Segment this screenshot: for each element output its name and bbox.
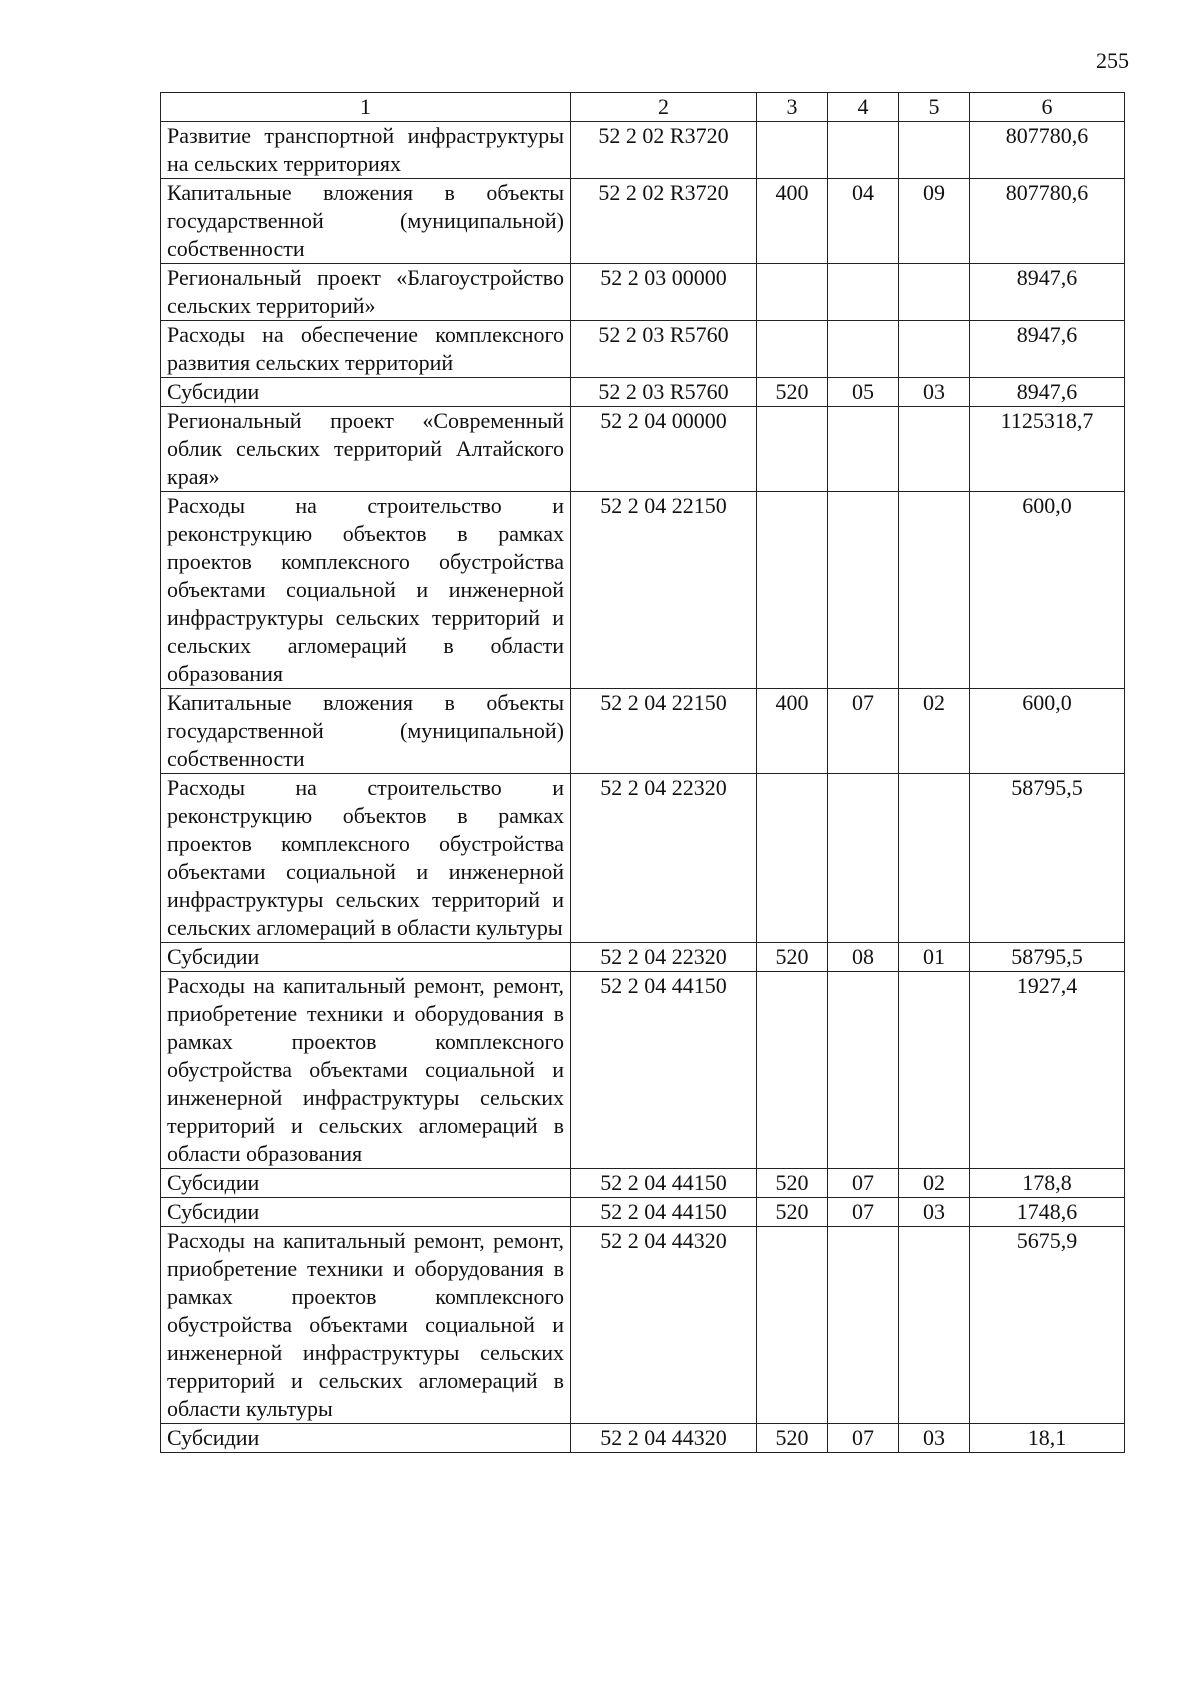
row-name: Субсидии xyxy=(161,378,571,407)
row-name: Капитальные вложения в объекты государственной (муниципальной) собственности xyxy=(161,689,571,774)
row-col3: 520 xyxy=(757,943,828,972)
row-amount: 18,1 xyxy=(970,1424,1125,1453)
row-col5 xyxy=(899,264,970,321)
row-col5: 03 xyxy=(899,1424,970,1453)
row-col4 xyxy=(828,1227,899,1424)
table-row xyxy=(161,122,1125,179)
row-col5: 03 xyxy=(899,1198,970,1227)
row-col5 xyxy=(899,321,970,378)
column-header: 5 xyxy=(899,93,970,122)
row-code: 52 2 04 44320 xyxy=(571,1424,757,1453)
row-code: 52 2 04 22150 xyxy=(571,492,757,689)
table-row xyxy=(161,1227,1125,1424)
row-code: 52 2 04 00000 xyxy=(571,407,757,492)
row-name: Субсидии xyxy=(161,943,571,972)
row-col4: 07 xyxy=(828,689,899,774)
row-name: Расходы на обеспечение комплексного развития сельских территорий xyxy=(161,321,571,378)
column-header: 4 xyxy=(828,93,899,122)
row-col5: 01 xyxy=(899,943,970,972)
row-amount: 58795,5 xyxy=(970,774,1125,943)
row-col4 xyxy=(828,321,899,378)
row-name: Субсидии xyxy=(161,1169,571,1198)
row-amount: 807780,6 xyxy=(970,179,1125,264)
row-col3: 520 xyxy=(757,1198,828,1227)
header-row xyxy=(161,93,1125,122)
row-col5 xyxy=(899,774,970,943)
row-col5: 02 xyxy=(899,1169,970,1198)
row-col3 xyxy=(757,407,828,492)
row-col5 xyxy=(899,972,970,1169)
row-col3 xyxy=(757,264,828,321)
row-amount: 807780,6 xyxy=(970,122,1125,179)
row-code: 52 2 04 44320 xyxy=(571,1227,757,1424)
row-col3: 520 xyxy=(757,378,828,407)
row-amount: 8947,6 xyxy=(970,321,1125,378)
table-row xyxy=(161,689,1125,774)
row-code: 52 2 04 22150 xyxy=(571,689,757,774)
row-name: Субсидии xyxy=(161,1424,571,1453)
column-header: 3 xyxy=(757,93,828,122)
table-body xyxy=(161,122,1125,1453)
row-name: Развитие транспортной инфраструктуры на сельских территориях xyxy=(161,122,571,179)
row-col3 xyxy=(757,972,828,1169)
table-row xyxy=(161,321,1125,378)
row-code: 52 2 04 44150 xyxy=(571,1169,757,1198)
table-row xyxy=(161,492,1125,689)
row-amount: 5675,9 xyxy=(970,1227,1125,1424)
row-col4: 04 xyxy=(828,179,899,264)
row-name: Капитальные вложения в объекты государственной (муниципальной) собственности xyxy=(161,179,571,264)
table-row xyxy=(161,943,1125,972)
row-name: Расходы на капитальный ремонт, ремонт, приобретение техники и оборудования в рамках проектов комплексного обустройства объектами социальной и инженерной инфраструктуры сельских территорий и сельских агломераций в области образования xyxy=(161,972,571,1169)
row-name: Региональный проект «Благоустройство сельских территорий» xyxy=(161,264,571,321)
row-col3: 520 xyxy=(757,1169,828,1198)
row-name: Региональный проект «Современный облик сельских территорий Алтайского края» xyxy=(161,407,571,492)
row-code: 52 2 04 22320 xyxy=(571,943,757,972)
row-col4 xyxy=(828,492,899,689)
row-col5 xyxy=(899,492,970,689)
row-amount: 1125318,7 xyxy=(970,407,1125,492)
row-code: 52 2 04 22320 xyxy=(571,774,757,943)
table-row xyxy=(161,774,1125,943)
row-name: Расходы на строительство и реконструкцию объектов в рамках проектов комплексного обустройства объектами социальной и инженерной инфраструктуры сельских территорий и сельских агломераций в области культуры xyxy=(161,774,571,943)
table-row xyxy=(161,1198,1125,1227)
row-col4 xyxy=(828,407,899,492)
row-col3 xyxy=(757,1227,828,1424)
row-col4 xyxy=(828,774,899,943)
row-code: 52 2 02 R3720 xyxy=(571,179,757,264)
row-col5: 02 xyxy=(899,689,970,774)
table-row xyxy=(161,972,1125,1169)
row-amount: 8947,6 xyxy=(970,264,1125,321)
row-col3 xyxy=(757,122,828,179)
row-amount: 178,8 xyxy=(970,1169,1125,1198)
column-header: 2 xyxy=(571,93,757,122)
row-col3: 520 xyxy=(757,1424,828,1453)
row-code: 52 2 02 R3720 xyxy=(571,122,757,179)
row-amount: 8947,6 xyxy=(970,378,1125,407)
row-amount: 600,0 xyxy=(970,689,1125,774)
table-row xyxy=(161,264,1125,321)
table-row xyxy=(161,407,1125,492)
row-col4 xyxy=(828,122,899,179)
row-code: 52 2 03 00000 xyxy=(571,264,757,321)
table-row xyxy=(161,378,1125,407)
row-name: Субсидии xyxy=(161,1198,571,1227)
row-col3: 400 xyxy=(757,689,828,774)
row-col3 xyxy=(757,321,828,378)
row-col5: 09 xyxy=(899,179,970,264)
row-amount: 600,0 xyxy=(970,492,1125,689)
row-code: 52 2 04 44150 xyxy=(571,972,757,1169)
row-code: 52 2 04 44150 xyxy=(571,1198,757,1227)
column-header: 6 xyxy=(970,93,1125,122)
row-col4 xyxy=(828,264,899,321)
row-col4: 07 xyxy=(828,1198,899,1227)
row-name: Расходы на строительство и реконструкцию объектов в рамках проектов комплексного обустройства объектами социальной и инженерной инфраструктуры сельских территорий и сельских агломераций в области образования xyxy=(161,492,571,689)
page-number: 255 xyxy=(1096,48,1129,73)
column-header: 1 xyxy=(161,93,571,122)
table-row xyxy=(161,1424,1125,1453)
row-col4: 05 xyxy=(828,378,899,407)
table-row xyxy=(161,1169,1125,1198)
row-col5 xyxy=(899,122,970,179)
row-col3 xyxy=(757,492,828,689)
row-col4: 07 xyxy=(828,1169,899,1198)
row-col4 xyxy=(828,972,899,1169)
row-col4: 07 xyxy=(828,1424,899,1453)
budget-table xyxy=(160,92,1125,1453)
row-col3: 400 xyxy=(757,179,828,264)
row-name: Расходы на капитальный ремонт, ремонт, приобретение техники и оборудования в рамках проектов комплексного обустройства объектами социальной и инженерной инфраструктуры сельских территорий и сельских агломераций в области культуры xyxy=(161,1227,571,1424)
row-col4: 08 xyxy=(828,943,899,972)
row-col5 xyxy=(899,1227,970,1424)
row-col5: 03 xyxy=(899,378,970,407)
row-amount: 58795,5 xyxy=(970,943,1125,972)
row-amount: 1748,6 xyxy=(970,1198,1125,1227)
row-col3 xyxy=(757,774,828,943)
row-code: 52 2 03 R5760 xyxy=(571,378,757,407)
table-row xyxy=(161,179,1125,264)
row-code: 52 2 03 R5760 xyxy=(571,321,757,378)
row-amount: 1927,4 xyxy=(970,972,1125,1169)
row-col5 xyxy=(899,407,970,492)
